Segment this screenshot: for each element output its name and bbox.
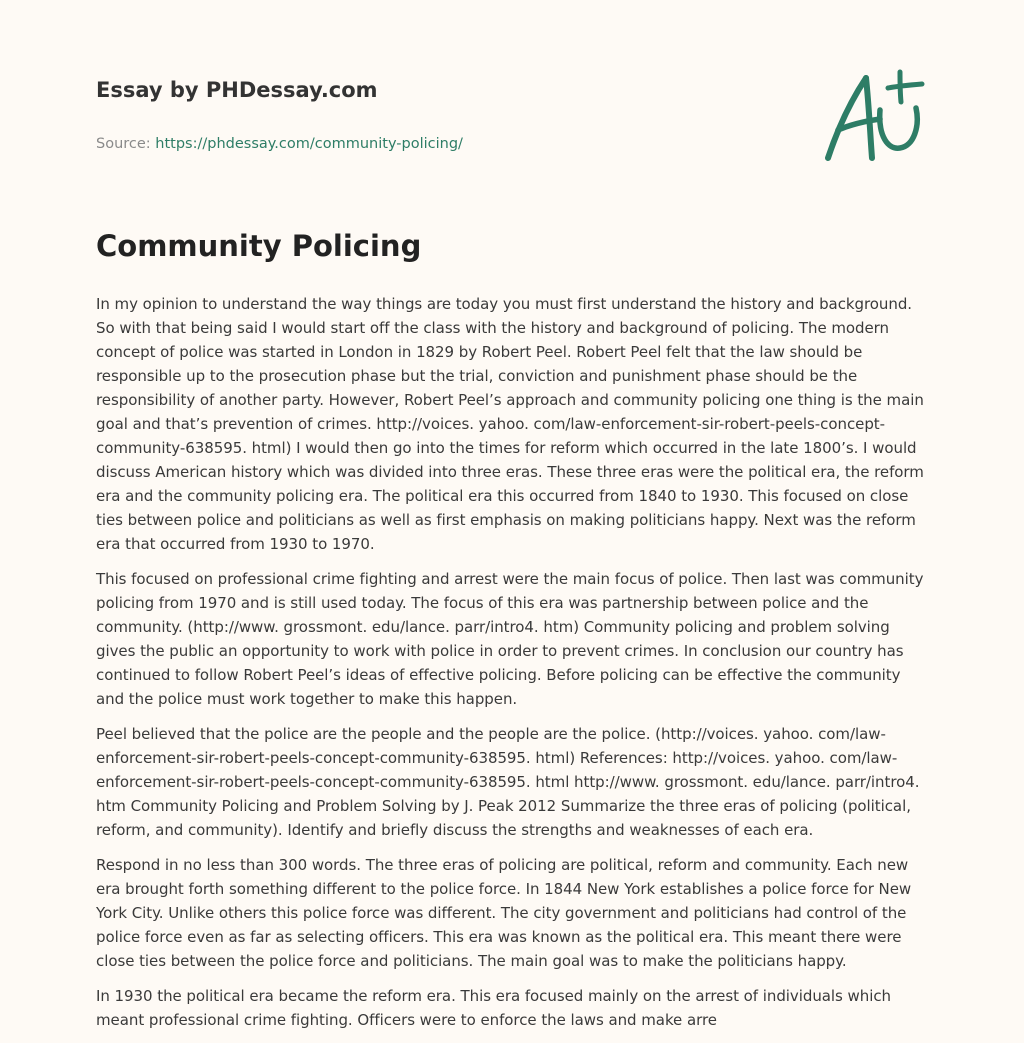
source-label: Source: [96,136,156,152]
essay-paragraph: In 1930 the political era became the reform era. This era focused mainly on the arrest of individuals which meant professional crime fighting. Officers were to enforce the laws and make arre [96,987,891,1029]
essay-title: Community Policing [96,229,422,263]
site-brand: Essay by PHDessay.com [96,78,378,102]
essay-body [96,226,930,1043]
source-line [96,134,928,154]
essay-paragraph: Respond in no less than 300 words. The three eras of policing are political, reform and community. Each new era brought forth something different to the police force. In 1844 New York establishes a police force for New York City. Unlike others this police force was different. The city government and politicians had control of the police force even as far as selecting officers. This era was known as the political era. This meant there were close ties between the police force and politicians. The main goal was to make the politicians happy. [96,856,912,970]
essay-paragraph: Peel believed that the police are the people and the people are the police. (http://voices. yahoo. com/law-enforcement-sir-robert-peels-concept-community-638595. html) References: http://voices. yahoo. com/law-enforcement-sir-robert-peels-concept-community-638595. html http://www. grossmont. edu/lance. parr/intro4. htm Community Policing and Problem Solving by J. Peak 2012 Summarize the three eras of policing (political, reform, and community). Identify and briefly discuss the strengths and weaknesses of each era. [96,725,920,839]
a-plus-grade-icon [818,66,932,166]
source-link[interactable]: https://phdessay.com/community-policing/ [155,136,463,152]
essay-paragraph: This focused on professional crime fighting and arrest were the main focus of police. Then last was community policing from 1970 and is still used today. The focus of this era was partnership between police and the community. (http://www. grossmont. edu/lance. parr/intro4. htm) Community policing and problem solving gives the public an opportunity to work with police in order to prevent crimes. In conclusion our country has continued to follow Robert Peel’s ideas of effective policing. Before policing can be effective the community and the police must work together to make this happen. [96,570,924,708]
essay-paragraph: In my opinion to understand the way things are today you must first understand the history and background. So with that being said I would start off the class with the history and background of policing. The modern concept of police was started in London in 1829 by Robert Peel. Robert Peel felt that the law should be responsible up to the prosecution phase but the trial, conviction and punishment phase should be the responsibility of another party. However, Robert Peel’s approach and community policing one thing is the main goal and that’s prevention of crimes. http://voices. yahoo. com/law-enforcement-sir-robert-peels-concept-community-638595. html) I would then go into the times for reform which occurred in the late 1800’s. I would discuss American history which was divided into three eras. These three eras were the political era, the reform era and the community policing era. The political era this occurred from 1840 to 1930. This focused on close ties between police and politicians as well as first emphasis on making politicians happy. Next was the reform era that occurred from 1930 to 1970. [96,295,924,553]
essay-header [96,76,928,154]
